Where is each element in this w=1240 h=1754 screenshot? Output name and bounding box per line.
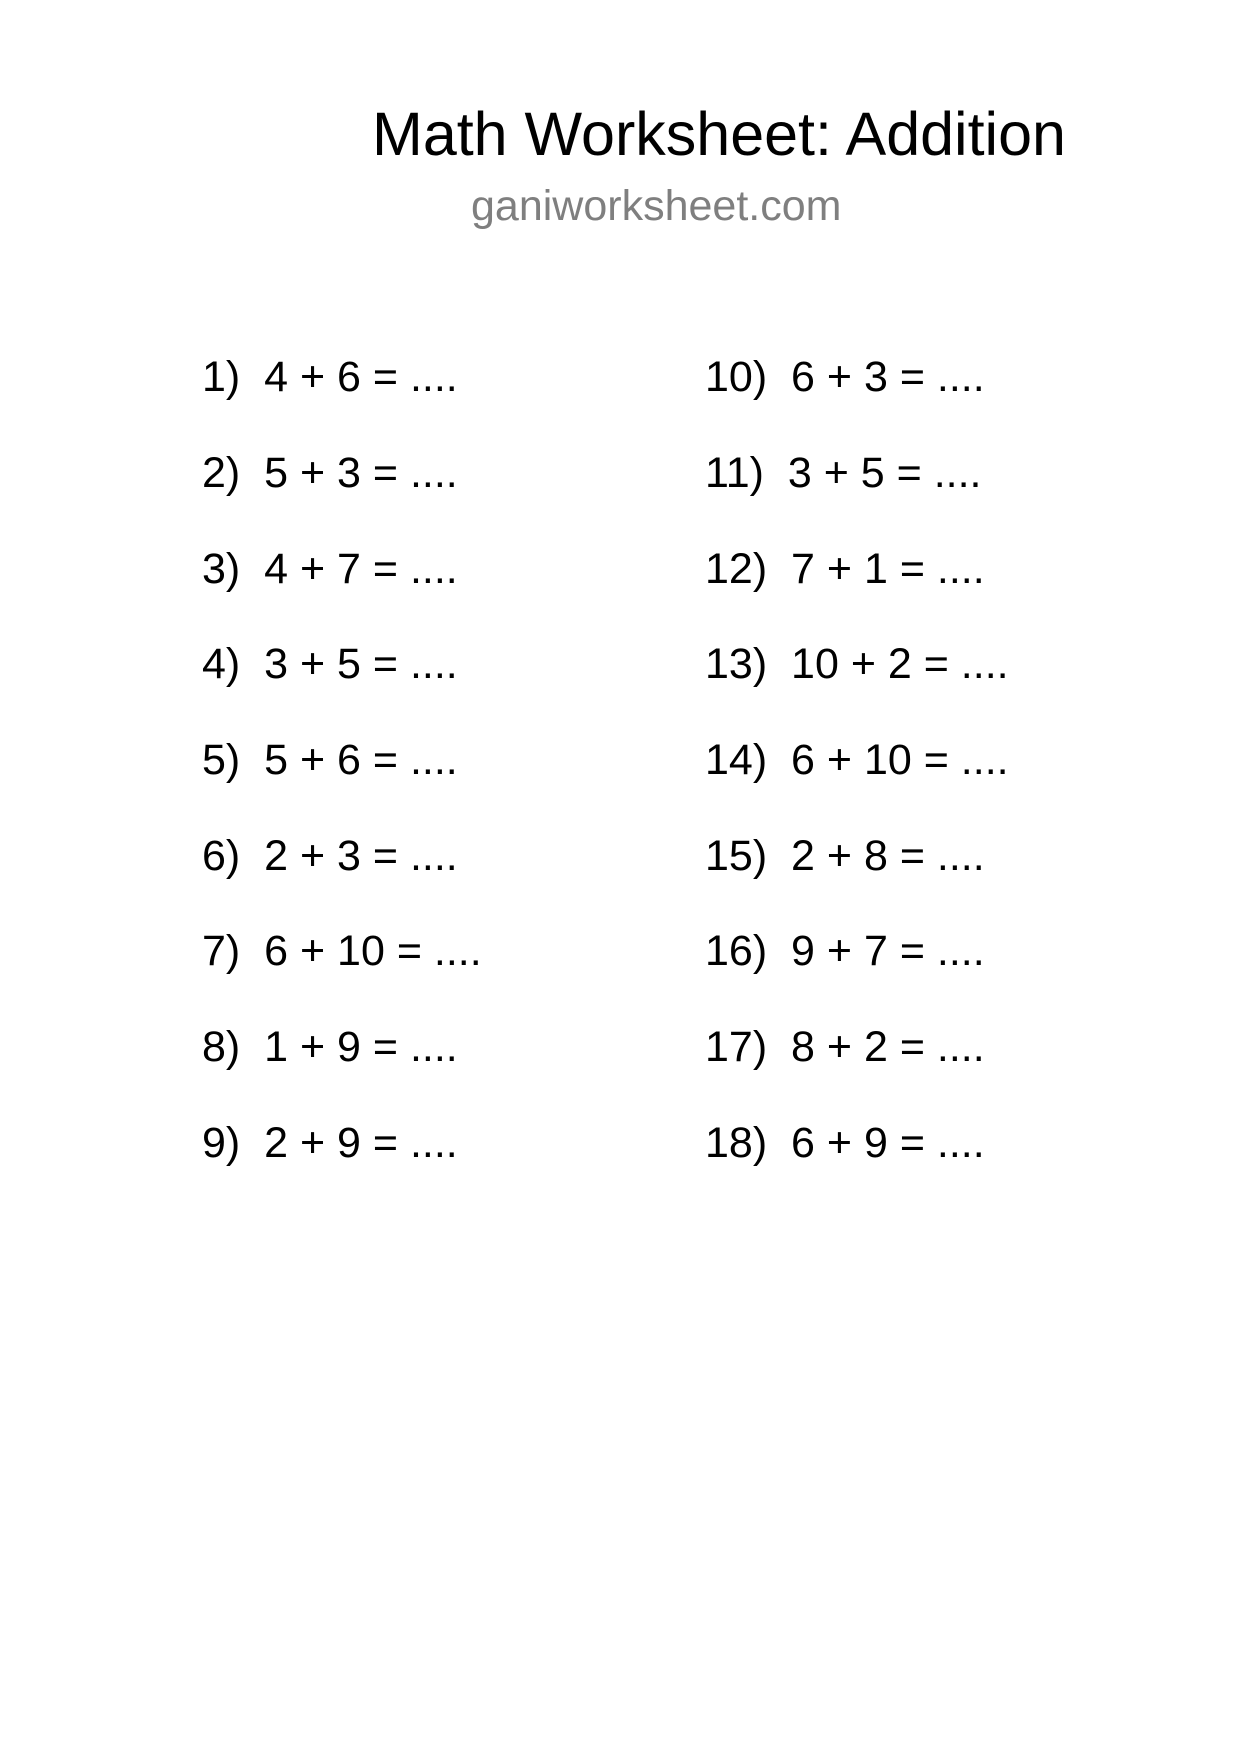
problem-item: 2) 5 + 3 = .... [202, 449, 458, 497]
problem-item: 6) 2 + 3 = .... [202, 832, 458, 880]
problem-item: 18) 6 + 9 = .... [705, 1119, 985, 1167]
problem-item: 3) 4 + 7 = .... [202, 545, 458, 593]
page-title: Math Worksheet: Addition [372, 100, 1066, 168]
problem-item: 12) 7 + 1 = .... [705, 545, 985, 593]
problem-item: 15) 2 + 8 = .... [705, 832, 985, 880]
problem-item: 13) 10 + 2 = .... [705, 640, 1009, 688]
site-url: ganiworksheet.com [471, 182, 842, 230]
problem-item: 8) 1 + 9 = .... [202, 1023, 458, 1071]
problem-item: 5) 5 + 6 = .... [202, 736, 458, 784]
problem-item: 16) 9 + 7 = .... [705, 927, 985, 975]
problem-item: 4) 3 + 5 = .... [202, 640, 458, 688]
problem-item: 9) 2 + 9 = .... [202, 1119, 458, 1167]
problem-item: 11) 3 + 5 = .... [705, 449, 982, 497]
problem-item: 1) 4 + 6 = .... [202, 353, 458, 401]
problem-item: 14) 6 + 10 = .... [705, 736, 1009, 784]
problem-item: 7) 6 + 10 = .... [202, 927, 482, 975]
problem-item: 10) 6 + 3 = .... [705, 353, 985, 401]
problem-item: 17) 8 + 2 = .... [705, 1023, 985, 1071]
